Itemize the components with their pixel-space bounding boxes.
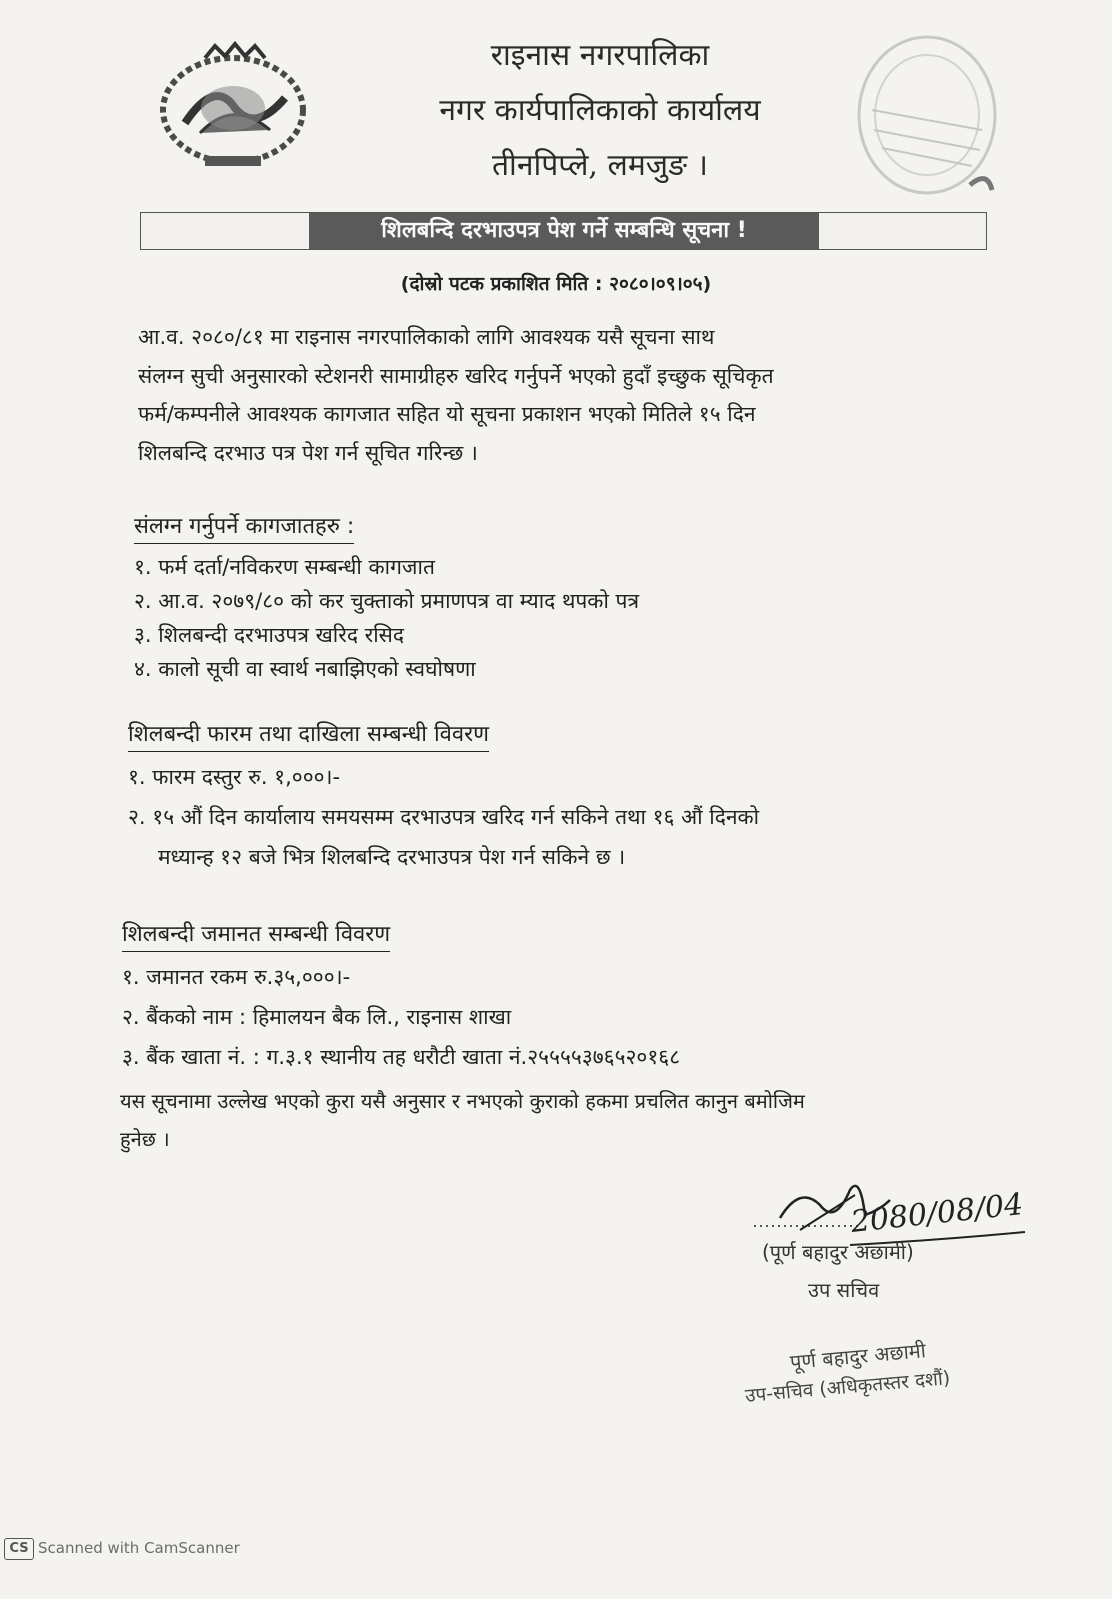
intro-line: फर्म/कम्पनीले आवश्यक कागजात सहित यो सूचना प्रकाशन भएको मितिले १५ दिन — [138, 402, 756, 426]
office-stamp-icon — [852, 20, 1002, 205]
form-heading: शिलबन्दी फारम तथा दाखिला सम्बन्धी विवरण — [128, 720, 489, 752]
security-heading: शिलबन्दी जमानत सम्बन्धी विवरण — [122, 920, 390, 952]
stamp-designation: उप-सचिव (अधिकृतस्तर दशौं) — [744, 1367, 952, 1407]
security-item: २. बैंकको नाम : हिमालयन बैक लि., राइनास शाखा — [122, 1005, 512, 1029]
form-item: २. १५ औं दिन कार्यालाय समयसम्म दरभाउपत्र खरिद गर्न सकिने तथा १६ औं दिनको — [128, 805, 760, 829]
government-emblem-icon — [145, 38, 320, 173]
closing-line: हुनेछ । — [120, 1127, 170, 1151]
document-item: ३. शिलबन्दी दरभाउपत्र खरिद रसिद — [134, 623, 405, 647]
notice-title-bar — [140, 212, 987, 250]
intro-line: संलग्न सुची अनुसारको स्टेशनरी सामाग्रीहरु खरिद गर्नुपर्ने भएको हुदाँ इच्छुक सूचिकृत — [138, 363, 774, 388]
form-item: १. फारम दस्तुर रु. १,०००।- — [128, 765, 341, 789]
municipality-name: राइनास नगरपालिका — [490, 38, 710, 73]
signature-icon — [740, 1170, 1040, 1300]
publication-date: (दोस्रो पटक प्रकाशित मिति : २०८०।०९।०५) — [400, 273, 712, 295]
security-item: १. जमानत रकम रु.३५,०००।- — [122, 965, 351, 989]
documents-heading: संलग्न गर्नुपर्ने कागजातहरु : — [134, 512, 354, 544]
notice-title: शिलबन्दि दरभाउपत्र पेश गर्ने सम्बन्धि सूचना ! — [309, 213, 819, 249]
form-item-continuation: मध्यान्ह १२ बजे भित्र शिलबन्दि दरभाउपत्र पेश गर्न सकिने छ । — [158, 845, 626, 869]
office-address: तीनपिप्ले, लमजुङ । — [491, 148, 709, 183]
intro-line: शिलबन्दि दरभाउ पत्र पेश गर्न सूचित गरिन्छ । — [138, 440, 478, 465]
camscanner-logo-icon: CS — [4, 1538, 34, 1560]
office-name: नगर कार्यपालिकाको कार्यालय — [439, 93, 761, 128]
stamp-name: पूर्ण बहादुर अछामी — [788, 1338, 927, 1374]
closing-paragraph — [120, 1082, 986, 1158]
signatory-name: (पूर्ण बहादुर अछामी) — [762, 1240, 914, 1264]
document-item: ४. कालो सूची वा स्वार्थ नबाझिएको स्वघोषणा — [134, 657, 476, 681]
security-item: ३. बैंक खाता नं. : ग.३.१ स्थानीय तह धरौटी खाता नं.२५५५५३७६५२०१६८ — [122, 1045, 681, 1069]
document-item: २. आ.व. २०७९/८० को कर चुक्ताको प्रमाणपत्र वा म्याद थपको पत्र — [134, 589, 640, 613]
intro-paragraph — [138, 318, 986, 472]
document-item: १. फर्म दर्ता/नविकरण सम्बन्धी कागजात — [134, 555, 435, 579]
office-header — [360, 28, 840, 193]
scanner-watermark: Scanned with CamScanner — [38, 1539, 240, 1557]
signatory-title: उप सचिव — [808, 1278, 880, 1302]
closing-line: यस सूचनामा उल्लेख भएको कुरा यसै अनुसार र नभएको कुराको हकमा प्रचलित कानुन बमोजिम — [120, 1089, 805, 1113]
intro-line: आ.व. २०८०/८१ मा राइनास नगरपालिकाको लागि आवश्यक यसै सूचना साथ — [138, 325, 715, 349]
signature-date: 2080/08/04 — [849, 1187, 1025, 1240]
